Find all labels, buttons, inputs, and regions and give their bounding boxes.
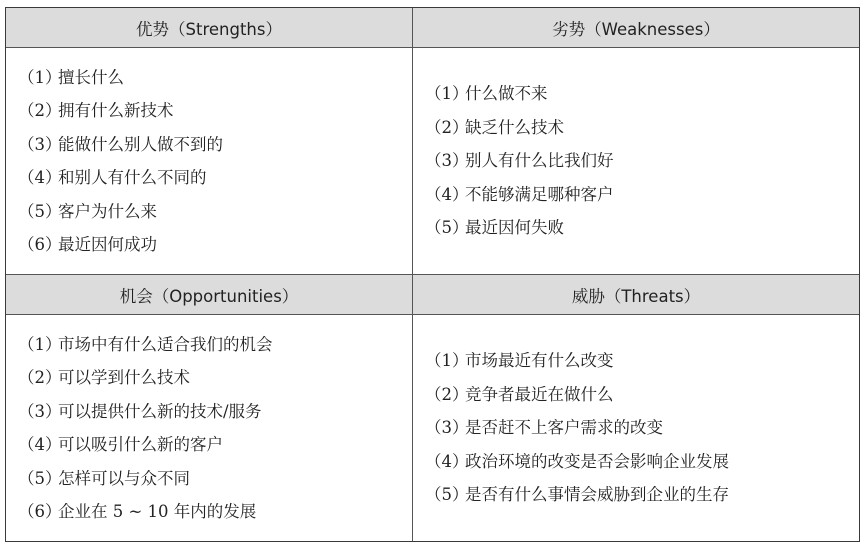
item-number: （5） [425,485,469,505]
item-number: （5） [18,201,62,221]
item-number: （6） [18,502,62,521]
opportunities-list [6,315,413,541]
opportunities-title: 机会（Opportunities） [119,286,299,306]
item-number: （2） [18,101,62,120]
item-text: 缺乏什么技术 [465,117,564,137]
item-number: （1） [425,84,469,104]
list-item [18,228,412,262]
item-text: 是否赶不上客户需求的改变 [465,418,663,438]
item-text: 客户为什么来 [58,201,157,221]
weaknesses-header [413,8,859,48]
item-text: 擅长什么 [58,67,124,87]
item-number: （4） [18,435,62,454]
swot-table [5,7,860,542]
list-item [425,478,859,512]
item-number: （6） [18,235,62,254]
item-number: （4） [18,168,62,187]
item-number: （3） [425,151,469,171]
item-text: 别人有什么比我们好 [465,151,614,171]
list-item [18,395,412,429]
threats-header [413,274,859,315]
item-number: （1） [18,67,62,87]
item-number: （1） [425,351,469,371]
list-item [18,361,412,395]
item-text: 可以学到什么技术 [58,368,190,387]
weaknesses-list [413,48,859,274]
list-item [425,144,859,178]
list-item [425,445,859,479]
item-number: （3） [18,134,62,154]
list-item [18,61,412,95]
list-item [18,94,412,128]
list-item [18,328,412,362]
item-text: 市场最近有什么改变 [465,351,614,371]
list-item [18,428,412,462]
opportunities-header [6,274,413,315]
item-text: 市场中有什么适合我们的机会 [58,334,273,354]
item-text: 最近因何成功 [58,235,157,254]
list-item [425,344,859,378]
item-number: （3） [18,401,62,421]
list-item [425,411,859,445]
threats-title: 威胁（Threats） [571,286,701,306]
item-number: （2） [425,384,469,404]
item-number: （1） [18,334,62,354]
list-item [425,178,859,212]
strengths-list [6,48,413,274]
list-item [425,77,859,111]
weaknesses-title: 劣势（Weaknesses） [552,19,720,39]
item-number: （5） [18,468,62,488]
list-item [425,111,859,145]
list-item [18,495,412,529]
item-text: 可以提供什么新的技术/服务 [58,401,262,421]
item-number: （5） [425,218,469,238]
list-item [18,128,412,162]
item-text: 可以吸引什么新的客户 [58,435,223,454]
item-text: 拥有什么新技术 [58,101,174,120]
item-number: （4） [425,184,469,204]
list-item [18,161,412,195]
item-number: （2） [18,368,62,387]
strengths-header [6,8,413,48]
item-text: 和别人有什么不同的 [58,168,207,187]
item-text: 企业在 5 ~ 10 年内的发展 [58,502,257,521]
strengths-title: 优势（Strengths） [136,19,282,39]
list-item [18,462,412,496]
item-text: 什么做不来 [465,84,548,104]
item-number: （4） [425,451,469,471]
threats-list [413,315,859,541]
item-number: （2） [425,117,469,137]
item-number: （3） [425,418,469,438]
item-text: 是否有什么事情会威胁到企业的生存 [465,485,729,505]
item-text: 不能够满足哪种客户 [465,184,614,204]
list-item [425,378,859,412]
item-text: 最近因何失败 [465,218,564,238]
item-text: 能做什么别人做不到的 [58,134,223,154]
list-item [425,211,859,245]
list-item [18,195,412,229]
item-text: 政治环境的改变是否会影响企业发展 [465,451,729,471]
item-text: 竞争者最近在做什么 [465,384,614,404]
item-text: 怎样可以与众不同 [58,468,190,488]
